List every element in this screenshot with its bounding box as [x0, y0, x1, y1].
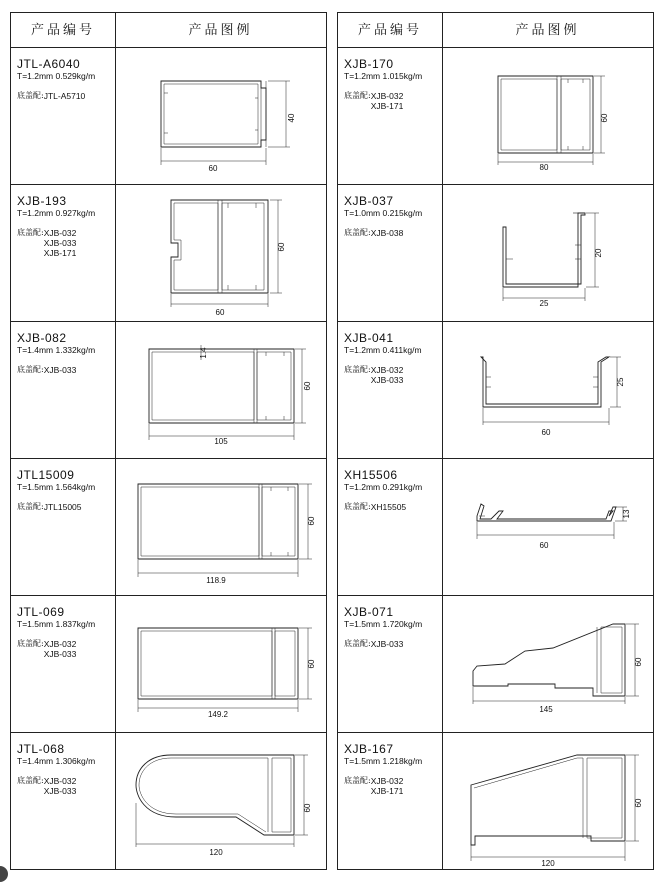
product-row [11, 459, 326, 596]
dimension-label: 60 [215, 308, 225, 317]
cover-label: 底盖配: [344, 228, 371, 237]
profile-drawing [443, 185, 654, 321]
cover-match [17, 776, 113, 796]
cover-label: 底盖配: [344, 365, 371, 374]
cover-code: XJB-033 [370, 639, 404, 649]
cover-match [17, 639, 113, 659]
dimension-label: 60 [307, 659, 316, 669]
dimension-label: 20 [594, 248, 603, 258]
cover-label: 底盖配: [344, 91, 371, 100]
header-product-code: 产品编号 [30, 23, 95, 38]
cover-match [344, 228, 440, 238]
product-info [17, 58, 113, 101]
cover-code: XJB-033 [43, 365, 77, 375]
product-row [338, 733, 653, 870]
product-spec: T=1.4mm 1.306kg/m [17, 756, 96, 766]
product-table-left [10, 12, 327, 870]
product-spec: T=1.2mm 0.411kg/m [344, 345, 422, 355]
product-info [17, 606, 113, 659]
dimension-label: 149.2 [207, 710, 229, 719]
cover-code: XJB-032 [43, 776, 77, 786]
cover-code: JTL-A5710 [43, 91, 86, 101]
product-spec: T=1.0mm 0.215kg/m [344, 208, 423, 218]
profile-drawing [116, 596, 327, 732]
cover-match [344, 91, 440, 111]
product-spec: T=1.2mm 0.927kg/m [17, 208, 96, 218]
product-info [344, 195, 440, 238]
cover-match [17, 502, 113, 512]
product-code: XJB-037 [344, 194, 394, 208]
cover-code: XJB-033 [43, 786, 77, 796]
table-header [338, 13, 653, 48]
cover-code: JTL15005 [43, 502, 82, 512]
cover-match [344, 502, 440, 512]
product-code: JTL-069 [17, 605, 65, 619]
product-info [344, 743, 440, 796]
cover-label: 底盖配: [344, 639, 371, 648]
dimension-label: 145 [539, 705, 553, 714]
dimension-label: 120 [209, 848, 223, 857]
cover-match [344, 639, 440, 649]
product-code: XJB-193 [17, 194, 67, 208]
dimension-label: 60 [208, 164, 218, 173]
product-code: XJB-041 [344, 331, 394, 345]
dimension-label: 60 [600, 113, 609, 123]
dimension-label: 25 [539, 299, 549, 308]
table-header [11, 13, 326, 48]
dimension-label: 60 [539, 541, 549, 550]
product-code: JTL15009 [17, 468, 75, 482]
product-spec: T=1.5mm 1.837kg/m [17, 619, 96, 629]
product-row [338, 596, 653, 733]
dimension-label: 40 [287, 113, 296, 123]
dimension-label: 60 [303, 803, 312, 813]
cover-label: 底盖配: [344, 502, 371, 511]
cover-label: 底盖配: [17, 365, 44, 374]
profile-drawing [116, 459, 327, 595]
cover-code: XJB-033 [43, 238, 77, 248]
product-info [344, 58, 440, 111]
profile-drawing [116, 48, 327, 184]
product-info [17, 332, 113, 375]
profile-drawing [116, 733, 327, 869]
cover-match [344, 776, 440, 796]
profile-drawing [443, 48, 654, 184]
product-row [11, 733, 326, 870]
profile-drawing [116, 322, 327, 458]
product-info [344, 469, 440, 512]
product-spec: T=1.5mm 1.720kg/m [344, 619, 423, 629]
product-spec: T=1.5mm 1.564kg/m [17, 482, 96, 492]
dimension-label: 25 [616, 377, 625, 387]
cover-label: 底盖配: [344, 776, 371, 785]
dimension-label: 60 [634, 798, 643, 808]
dimension-label: 60 [303, 381, 312, 391]
cover-code: XH15505 [370, 502, 407, 512]
cover-label: 底盖配: [17, 639, 44, 648]
product-code: XJB-170 [344, 57, 394, 71]
cover-code: XJB-033 [370, 375, 404, 385]
product-code: XH15506 [344, 468, 398, 482]
dimension-label: 60 [307, 516, 316, 526]
product-code: XJB-167 [344, 742, 394, 756]
cover-code: XJB-032 [370, 776, 404, 786]
product-spec: T=1.5mm 1.218kg/m [344, 756, 423, 766]
product-spec: T=1.2mm 0.291kg/m [344, 482, 423, 492]
product-info [344, 332, 440, 385]
product-code: XJB-071 [344, 605, 394, 619]
cover-code: XJB-032 [43, 639, 77, 649]
header-product-figure: 产品图例 [515, 23, 580, 38]
profile-drawing [443, 322, 654, 458]
product-table-right [337, 12, 654, 870]
cover-match [17, 228, 113, 258]
cover-code: XJB-038 [370, 228, 404, 238]
product-spec: T=1.2mm 1.015kg/m [344, 71, 423, 81]
product-row [338, 322, 653, 459]
dimension-label: 60 [277, 242, 286, 252]
product-row [338, 48, 653, 185]
page-corner-mark [0, 866, 8, 882]
dimension-label: 120 [541, 859, 555, 868]
cover-code: XJB-171 [370, 786, 404, 796]
profile-drawing [443, 733, 654, 869]
product-row [338, 185, 653, 322]
profile-drawing [443, 459, 654, 595]
profile-drawing [443, 596, 654, 732]
product-row [11, 596, 326, 733]
product-info [17, 195, 113, 258]
dimension-label: 13 [622, 509, 631, 519]
cover-label: 底盖配: [17, 91, 44, 100]
cover-code: XJB-032 [43, 228, 77, 238]
product-row [338, 459, 653, 596]
product-code: XJB-082 [17, 331, 67, 345]
dimension-label: 118.9 [206, 576, 226, 585]
product-spec: T=1.2mm 0.529kg/m [17, 71, 96, 81]
cover-code: XJB-171 [43, 248, 77, 258]
cover-label: 底盖配: [17, 502, 44, 511]
cover-label: 底盖配: [17, 228, 44, 237]
cover-code: XJB-032 [370, 91, 404, 101]
product-code: JTL-068 [17, 742, 65, 756]
profile-drawing [116, 185, 327, 321]
product-row [11, 185, 326, 322]
cover-code: XJB-032 [370, 365, 404, 375]
product-code: JTL-A6040 [17, 57, 81, 71]
header-product-figure: 产品图例 [188, 23, 253, 38]
product-info [344, 606, 440, 649]
product-row [11, 322, 326, 459]
cover-match [17, 365, 113, 375]
dimension-label: 1.4 [199, 347, 208, 359]
cover-match [344, 365, 440, 385]
cover-match [17, 91, 113, 101]
cover-label: 底盖配: [17, 776, 44, 785]
product-row [11, 48, 326, 185]
cover-code: XJB-171 [370, 101, 404, 111]
cover-code: XJB-033 [43, 649, 77, 659]
dimension-label: 105 [214, 437, 228, 446]
dimension-label: 80 [539, 163, 549, 172]
product-info [17, 743, 113, 796]
header-product-code: 产品编号 [357, 23, 422, 38]
dimension-label: 60 [634, 657, 643, 667]
dimension-label: 60 [541, 428, 551, 437]
product-spec: T=1.4mm 1.332kg/m [17, 345, 96, 355]
product-info [17, 469, 113, 512]
